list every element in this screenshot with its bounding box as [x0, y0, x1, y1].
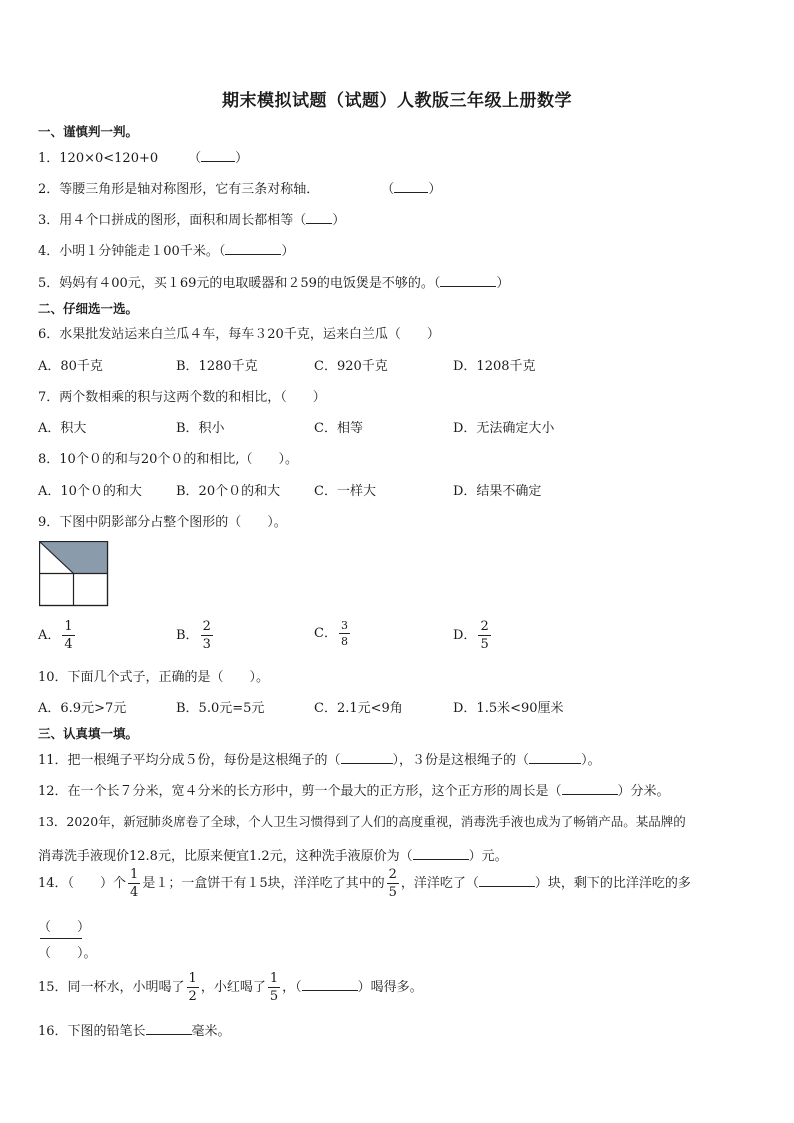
option-d[interactable]: D． $\frac{2}{5}$	[453, 619, 489, 652]
question-11: 11．把一根绳子平均分成５份，每份是这根绳子的（ ），３份是这根绳子的（ ）。	[38, 753, 601, 768]
option-a[interactable]: A．10个０的和大	[38, 484, 142, 499]
shaded-figure	[39, 541, 109, 607]
option-d[interactable]: D．1208千克	[453, 359, 536, 374]
option-b[interactable]: B．积小	[176, 421, 225, 436]
answer-blank[interactable]	[201, 149, 235, 162]
question-13-line2: 消毒洗手液现价12.8元，比原来便宜1.2元，这种洗手液原价为（ ）元。	[38, 849, 508, 864]
option-a[interactable]: A．80千克	[38, 359, 103, 374]
option-c[interactable]: C．920千克	[314, 359, 388, 374]
page-title: 期末模拟试题（试题）人教版三年级上册数学	[222, 91, 572, 111]
option-d[interactable]: D．无法确定大小	[453, 421, 555, 436]
option-d[interactable]: D．1.5米<90厘米	[453, 701, 564, 716]
fraction: $\frac{2}{3}$	[202, 619, 211, 652]
option-a[interactable]: A．6.9元>7元	[38, 701, 127, 716]
option-b[interactable]: B． $\frac{2}{3}$	[176, 619, 211, 652]
fraction: $\frac{1}{5}$	[269, 971, 279, 1004]
fraction: $\frac{3}{8}$	[340, 619, 348, 648]
question-12: 12．在一个长７分米，宽４分米的长方形中，剪一个最大的正方形，这个正方形的周长是（ ）分米。	[38, 784, 670, 799]
option-c[interactable]: C．相等	[314, 421, 363, 436]
answer-blank[interactable]	[341, 751, 393, 764]
option-d[interactable]: D．结果不确定	[453, 484, 542, 499]
answer-blank[interactable]	[146, 1022, 192, 1035]
answer-blank[interactable]	[440, 274, 496, 287]
section-heading-fill: 三、认真填一填。	[38, 726, 139, 741]
question-13-line1: 13．2020年，新冠肺炎席卷了全球，个人卫生习惯得到了人们的高度重视，消毒洗手液也成为了畅销产品。某品牌的	[38, 814, 686, 829]
question-5: 5．妈妈有４00元，买１69元的电取暖器和２59的电饭煲是不够的。（ ）	[38, 276, 510, 291]
fraction: $\frac{1}{4}$	[64, 619, 73, 652]
answer-blank[interactable]	[562, 782, 618, 795]
section-heading-choose: 二、仔细选一选。	[38, 301, 139, 316]
question-9: 9．下图中阴影部分占整个图形的（ ）。	[38, 515, 287, 530]
answer-blank[interactable]	[413, 847, 469, 860]
option-c[interactable]: C． $\frac{3}{8}$	[314, 619, 348, 648]
option-c[interactable]: C．一样大	[314, 484, 376, 499]
fraction: $\frac{2}{5}$	[480, 619, 489, 652]
question-2: 2．等腰三角形是轴对称图形，它有三条对称轴． （ ）	[38, 182, 442, 197]
question-6: 6．水果批发站运来白兰瓜４车，每车３20千克，运来白兰瓜（ ）	[38, 327, 440, 342]
fraction: $\frac{2}{5}$	[388, 867, 397, 900]
answer-blank[interactable]	[479, 874, 535, 887]
question-number: 1．	[38, 151, 60, 166]
option-b[interactable]: B．1280千克	[176, 359, 258, 374]
question-4: 4．小明１分钟能走１00千米。（ ）	[38, 244, 295, 259]
answer-blank[interactable]	[529, 751, 581, 764]
question-14: 14．（ ）个 $\frac{1}{4}$ 是１；一盒饼干有１5块，洋洋吃了其中的 $\frac{2}{5}$ ，洋洋吃了（ ）块，剩下的比洋洋吃的多	[38, 867, 691, 900]
question-15: 15．同一杯水，小明喝了 $\frac{1}{2}$ ，小红喝了 $\frac{1}{5}$ ，（ ）喝得多。	[38, 971, 423, 1004]
option-b[interactable]: B．20个０的和大	[176, 484, 281, 499]
answer-blank[interactable]	[394, 180, 428, 193]
section-heading-judge: 一、谨慎判一判。	[38, 124, 139, 139]
question-7: 7．两个数相乘的积与这两个数的和相比，（ ）	[38, 390, 326, 405]
question-8: 8．10个０的和与20个０的和相比,（ ）。	[38, 452, 298, 467]
question-10: 10．下面几个式子，正确的是（ ）。	[38, 670, 270, 685]
fraction: $\frac{1}{2}$	[188, 971, 197, 1004]
question-1: 1．120×0<120+0 （ ）	[38, 151, 249, 166]
option-c[interactable]: C．2.1元<9角	[314, 701, 403, 716]
option-a[interactable]: A．积大	[38, 421, 87, 436]
question-16: 16．下图的铅笔长 毫米。	[38, 1024, 231, 1039]
option-b[interactable]: B．5.0元=5元	[176, 701, 265, 716]
fraction: $\frac{1}{4}$	[130, 867, 139, 900]
question-text: 120×0<120+0	[59, 151, 159, 166]
answer-fraction-blank[interactable]: （ ） （ ）。	[38, 920, 97, 961]
answer-blank[interactable]	[302, 978, 358, 991]
answer-blank[interactable]	[225, 242, 281, 255]
option-a[interactable]: A． $\frac{1}{4}$	[38, 619, 73, 652]
question-3: 3．用４个口拼成的图形，面积和周长都相等（ ）	[38, 213, 346, 228]
answer-blank[interactable]	[306, 211, 332, 224]
